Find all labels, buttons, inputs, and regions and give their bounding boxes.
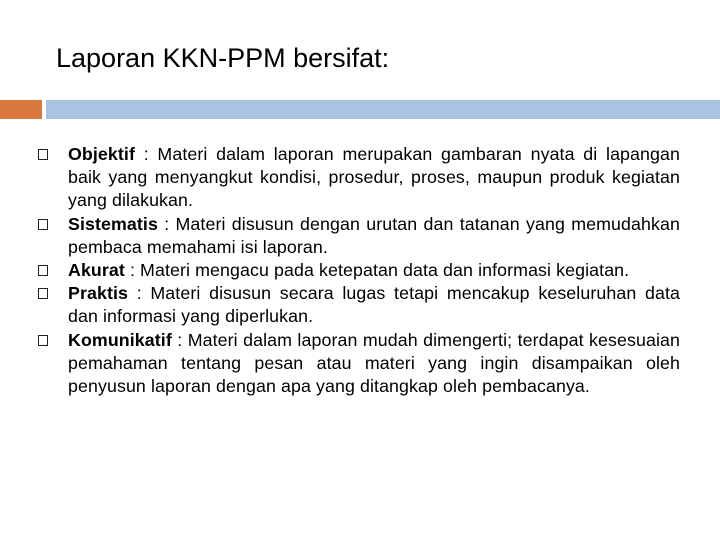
square-bullet-icon [38,149,48,160]
list-item-objektif [36,143,680,213]
list-item-komunikatif [36,329,680,399]
title-divider [0,100,720,119]
item-term: Akurat [68,260,125,281]
item-term: Komunikatif [68,329,172,350]
item-description: : Materi dalam laporan mudah dimengerti; terdapat kesesuaian pemahaman tentang pesan atau materi yang ingin disampaikan oleh penyusun laporan dengan apa yang ditangkap oleh pembacanya. [68,329,680,397]
item-description: : Materi disusun dengan urutan dan tatanan yang memudahkan pembaca memahami isi laporan. [68,213,680,257]
item-term: Sistematis [68,213,158,234]
item-description: : Materi mengacu pada ketepatan data dan informasi kegiatan. [124,260,630,281]
square-bullet-icon [38,335,48,346]
list-item-sistematis [36,213,680,259]
square-bullet-icon [38,265,48,276]
square-bullet-icon [38,288,48,299]
bullet-list [36,143,680,398]
item-description: : Materi dalam laporan merupakan gambaran nyata di lapangan baik yang menyangkut kondisi, prosedur, proses, maupun produk kegiatan yang dilakukan. [68,144,680,211]
list-item-akurat [36,259,680,282]
divider-accent-blue [46,100,720,119]
item-term: Objektif [68,144,135,164]
slide-title: Laporan KKN-PPM bersifat: [56,43,390,73]
square-bullet-icon [38,219,48,230]
item-term: Praktis [68,283,129,304]
list-item-praktis [36,282,680,328]
item-description: : Materi disusun secara lugas tetapi mencakup keseluruhan data dan informasi yang diperlukan. [68,283,680,327]
divider-accent-orange [0,100,42,119]
